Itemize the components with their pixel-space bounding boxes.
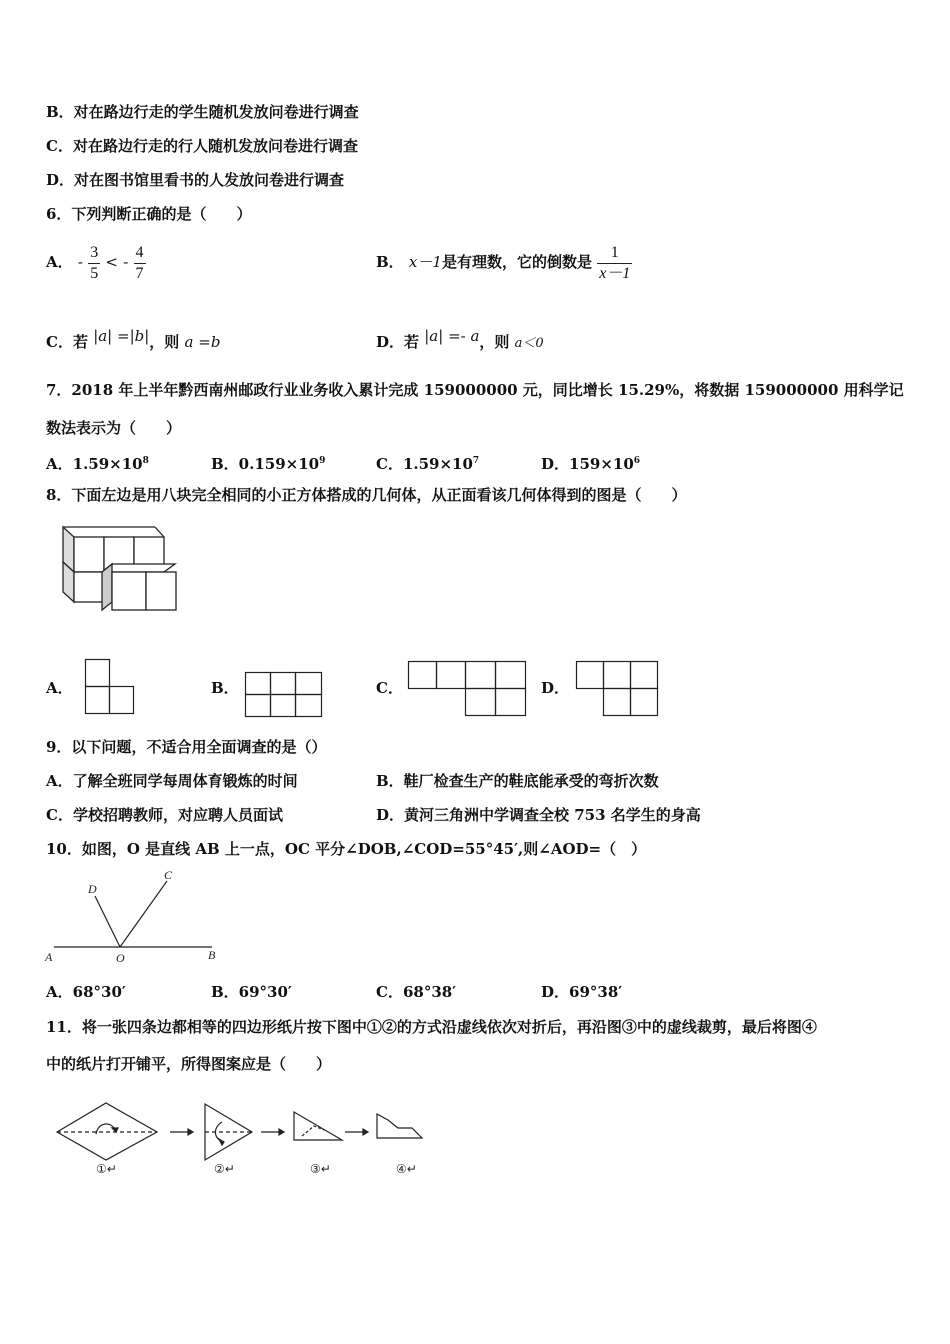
- q8-option-a-figure: [85, 659, 135, 715]
- q6-b-fraction: [597, 243, 632, 284]
- q11-folding-diagram: [52, 1100, 432, 1180]
- q7-stem-line2: 数法表示为（ ）: [46, 419, 182, 437]
- q6-b-label: B．: [376, 253, 404, 271]
- q6-option-c: [46, 327, 221, 352]
- q7-c-text: C．1.59×10: [376, 455, 473, 473]
- q10-label-d: D: [88, 882, 97, 896]
- q6-option-d: [376, 327, 544, 354]
- q6-a-den1: 5: [90, 264, 99, 282]
- q8-option-a: A．: [46, 679, 73, 697]
- q7-option-c: [376, 451, 479, 474]
- q11-caption-3: ③↵: [310, 1162, 331, 1176]
- q10-label-o: O: [116, 951, 125, 965]
- q8-option-d-figure: [576, 661, 660, 717]
- q8-option-b: B．: [211, 679, 239, 697]
- q9-option-a: A．了解全班同学每周体育锻炼的时间: [46, 772, 298, 790]
- q10-option-c: C．68°38′: [376, 983, 457, 1001]
- q7-b-exp: 9: [319, 456, 326, 466]
- q7-d-exp: 6: [633, 456, 641, 466]
- q5-option-d: D．对在图书馆里看书的人发放问卷进行调查: [46, 171, 345, 189]
- q10-option-d: D．69°38′: [541, 983, 623, 1001]
- q7-option-d: [541, 451, 640, 474]
- q6-a-minus2: -: [123, 253, 129, 271]
- q11-caption-1: ①↵: [96, 1162, 117, 1176]
- q10-label-b: B: [208, 948, 216, 962]
- q6-d-expr: |a| =- a: [424, 327, 480, 345]
- q5-option-b: B．对在路边行走的学生随机发放问卷进行调查: [46, 103, 359, 121]
- q6-b-num: 1: [610, 243, 619, 261]
- q7-a-exp: 8: [142, 456, 149, 466]
- q6-c-then: ，则: [149, 333, 180, 351]
- q9-option-b: B．鞋厂检查生产的鞋底能承受的弯折次数: [376, 772, 659, 790]
- q9-option-c: C．学校招聘教师，对应聘人员面试: [46, 806, 283, 824]
- q6-a-num2: 4: [135, 243, 144, 261]
- q10-label-c: C: [164, 868, 173, 882]
- q6-a-num1: 3: [90, 243, 99, 261]
- q10-label-a: A: [45, 950, 53, 964]
- q7-d-text: D．159×10: [541, 455, 634, 473]
- q6-a-label: A．: [46, 253, 73, 271]
- q9-option-d: D．黄河三角洲中学调查全校 753 名学生的身高: [376, 806, 701, 824]
- q6-d-res: a＜0: [514, 336, 544, 351]
- q6-b-text: 是有理数，它的倒数是: [441, 253, 592, 271]
- q6-c-res: a =b: [184, 333, 221, 351]
- q6-b-expr: x－1: [408, 253, 442, 271]
- q10-angle-diagram: [40, 866, 230, 966]
- q9-stem: 9．以下问题，不适合用全面调查的是（）: [46, 738, 327, 756]
- q8-option-c-figure: [408, 661, 528, 717]
- q7-c-exp: 7: [472, 456, 480, 466]
- q6-option-a: [46, 240, 146, 284]
- q7-option-a: [46, 451, 149, 474]
- q6-a-fraction1: [88, 243, 100, 284]
- q10-stem: 10．如图，O 是直线 AB 上一点，OC 平分∠DOB,∠COD=55°45′,则∠AOD=（ ）: [46, 840, 647, 858]
- q7-a-text: A．1.59×10: [46, 455, 143, 473]
- q8-option-d: D．: [541, 679, 570, 697]
- q6-c-label: C．若: [46, 333, 88, 351]
- q6-a-minus1: -: [77, 253, 83, 271]
- q6-d-then: ，则: [479, 333, 510, 351]
- q8-option-c: C．: [376, 679, 403, 697]
- q11-stem-line1: 11．将一张四条边都相等的四边形纸片按下图中①②的方式沿虚线依次对折后，再沿图③中的虚线裁剪，最后将图④: [46, 1018, 817, 1036]
- q10-option-b: B．69°30′: [211, 983, 292, 1001]
- q10-option-a: A．68°30′: [46, 983, 126, 1001]
- q8-cube-solid-figure: [60, 524, 180, 614]
- q5-option-c: C．对在路边行走的行人随机发放问卷进行调查: [46, 137, 358, 155]
- q8-stem: 8．下面左边是用八块完全相同的小正方体搭成的几何体，从正面看该几何体得到的图是（ ）: [46, 486, 687, 504]
- q6-a-den2: 7: [135, 264, 144, 282]
- q6-d-label: D．若: [376, 333, 420, 351]
- q6-c-expr: |a| =|b|: [93, 327, 150, 345]
- q7-option-b: [211, 451, 325, 474]
- q7-b-text: B．0.159×10: [211, 455, 320, 473]
- q6-a-lt: <: [105, 253, 118, 271]
- q6-option-b: [376, 240, 632, 284]
- q6-stem: 6．下列判断正确的是（ ）: [46, 205, 252, 223]
- q8-option-b-figure: [245, 672, 325, 718]
- q6-b-den: x－1: [599, 264, 631, 282]
- q7-stem-line1: 7．2018 年上半年黔西南州邮政行业业务收入累计完成 159000000 元，同比增长 15.29%，将数据 159000000 用科学记: [46, 381, 904, 399]
- q6-a-fraction2: [134, 243, 146, 284]
- q11-stem-line2: 中的纸片打开铺平，所得图案应是（ ）: [46, 1055, 332, 1073]
- q11-caption-2: ②↵: [214, 1162, 235, 1176]
- q11-caption-4: ④↵: [396, 1162, 417, 1176]
